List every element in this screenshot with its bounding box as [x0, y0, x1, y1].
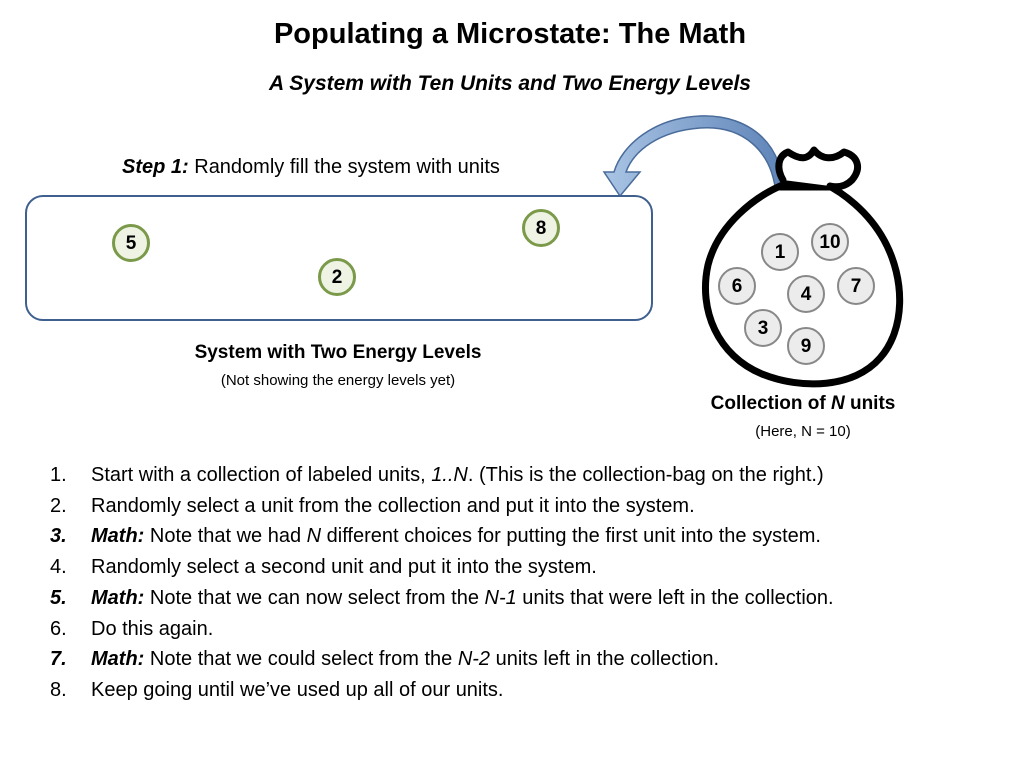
bag-unit: 10 [811, 223, 849, 261]
bag-unit: 1 [761, 233, 799, 271]
slide-subtitle: A System with Ten Units and Two Energy Levels [269, 72, 751, 95]
step-text-part: . (This is the collection-bag on the right.) [467, 464, 824, 486]
step-text-part: Randomly select a second unit and put it into the system. [91, 556, 597, 579]
step-item [50, 491, 834, 522]
bag-caption [653, 393, 953, 415]
step-label: Step 1: [122, 156, 189, 178]
step-text-part: Keep going until we’ve used up all of our units. [91, 678, 504, 701]
step-text-part: Note that we can now select from the [144, 586, 485, 609]
steps-list [50, 460, 834, 706]
step-text [91, 460, 824, 491]
step-text [91, 552, 597, 583]
step-number: 1. [50, 464, 67, 486]
math-symbol: N-1 [484, 586, 517, 609]
step-number: 5. [50, 586, 67, 609]
system-unit: 2 [318, 258, 356, 296]
math-symbol: N [306, 525, 322, 548]
step-number: 4. [50, 556, 67, 579]
step-item [50, 614, 834, 645]
step-number: 2. [50, 494, 67, 517]
bag-caption-prefix: Collection of [710, 393, 831, 414]
step-text: Randomly fill the system with units [188, 156, 500, 178]
step-text-part: Randomly select a unit from the collection and put it into the system. [91, 494, 695, 517]
system-unit: 5 [112, 224, 150, 262]
step-text-part: units left in the collection. [490, 648, 720, 671]
step-text [91, 521, 821, 552]
step-item [50, 583, 834, 614]
step-item [50, 675, 834, 706]
step-text [91, 675, 504, 706]
math-label: Math: [91, 648, 145, 671]
bag-caption-suffix: units [844, 393, 896, 414]
step-text [91, 583, 834, 614]
step-number: 8. [50, 678, 67, 701]
step-number: 7. [50, 648, 67, 671]
math-symbol: 1..N [431, 464, 468, 486]
step-number: 6. [50, 617, 67, 640]
bag-unit: 7 [837, 267, 875, 305]
bag-unit: 4 [787, 275, 825, 313]
step-text [91, 491, 695, 522]
math-symbol: N-2 [457, 648, 491, 671]
step-text [91, 644, 719, 675]
transfer-arrow [604, 116, 782, 196]
step-item [50, 552, 834, 583]
step-text [91, 614, 213, 645]
step-text-part: Do this again. [91, 617, 214, 640]
bag-unit: 9 [787, 327, 825, 365]
step-text-part: different choices for putting the first unit into the system. [321, 525, 821, 548]
math-label: Math: [91, 525, 145, 548]
bag-unit: 6 [718, 267, 756, 305]
step-text-part: units that were left in the collection. [516, 586, 834, 609]
slide-title: Populating a Microstate: The Math [273, 18, 747, 50]
system-caption: System with Two Energy Levels [194, 342, 482, 363]
system-note: (Not showing the energy levels yet) [220, 372, 456, 389]
system-unit: 8 [522, 209, 560, 247]
math-label: Math: [91, 586, 145, 609]
step-text-part: Note that we could select from the [144, 648, 458, 671]
step-item [50, 521, 834, 552]
step-item [50, 644, 834, 675]
bag-caption-var: N [830, 393, 845, 414]
step-number: 3. [50, 525, 67, 548]
step-text-part: Start with a collection of labeled units, [91, 464, 432, 486]
bag-unit: 3 [744, 309, 782, 347]
step-item [50, 460, 834, 491]
step-text-part: Note that we had [144, 525, 307, 548]
bag-note: (Here, N = 10) [755, 423, 851, 440]
